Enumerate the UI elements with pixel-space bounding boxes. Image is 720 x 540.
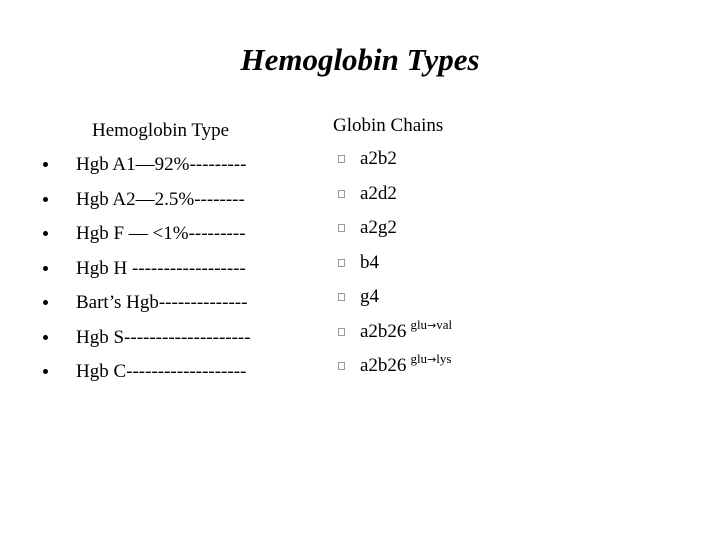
bullet-dot-icon (43, 335, 48, 340)
hemoglobin-type-label: Hgb A1—92%--------- (76, 154, 247, 175)
slide-title: Hemoglobin Types (240, 42, 480, 77)
hemoglobin-type-heading: Hemoglobin Type (92, 120, 230, 141)
box-bullet-icon (338, 190, 345, 198)
hemoglobin-type-label: Hgb H ------------------ (76, 257, 246, 279)
globin-chains-column (333, 0, 720, 540)
box-bullet-icon (338, 224, 345, 232)
mutation-from: glu (410, 351, 428, 366)
hemoglobin-type-label: Hgb S-------------------- (76, 326, 251, 348)
box-bullet-icon (338, 362, 345, 370)
bullet-dot-icon (43, 231, 48, 236)
box-bullet-icon (338, 328, 345, 336)
globin-chains-heading: Globin Chains (333, 115, 444, 136)
mutation-to: val (436, 316, 453, 332)
right-arrow-icon: → (427, 318, 437, 332)
mutation-superscript (410, 351, 451, 366)
hemoglobin-type-label: Hgb C------------------- (76, 361, 247, 382)
right-arrow-icon: → (427, 353, 437, 366)
globin-chain-label: g4 (360, 286, 379, 307)
globin-chain-label: a2g2 (360, 217, 397, 238)
box-bullet-icon (338, 259, 345, 267)
bullet-dot-icon (43, 369, 48, 374)
hemoglobin-type-label: Bart’s Hgb-------------- (76, 292, 248, 313)
globin-chain-label: a2b26 (360, 355, 407, 376)
globin-chain-label: a2d2 (360, 182, 397, 204)
mutation-from: glu (410, 316, 428, 332)
bullet-dot-icon (43, 266, 48, 271)
globin-chain-label: a2b26 (360, 320, 407, 342)
bullet-dot-icon (43, 197, 48, 202)
bullet-dot-icon (43, 162, 48, 167)
globin-chain-label: b4 (360, 251, 379, 273)
bullet-dot-icon (43, 300, 48, 305)
mutation-superscript (410, 317, 452, 332)
globin-chain-label: a2b2 (360, 148, 397, 169)
mutation-to: lys (436, 351, 452, 366)
hemoglobin-type-label: Hgb F — <1%--------- (76, 223, 246, 244)
box-bullet-icon (338, 293, 345, 301)
box-bullet-icon (338, 155, 345, 163)
hemoglobin-type-label: Hgb A2—2.5%-------- (76, 188, 245, 210)
